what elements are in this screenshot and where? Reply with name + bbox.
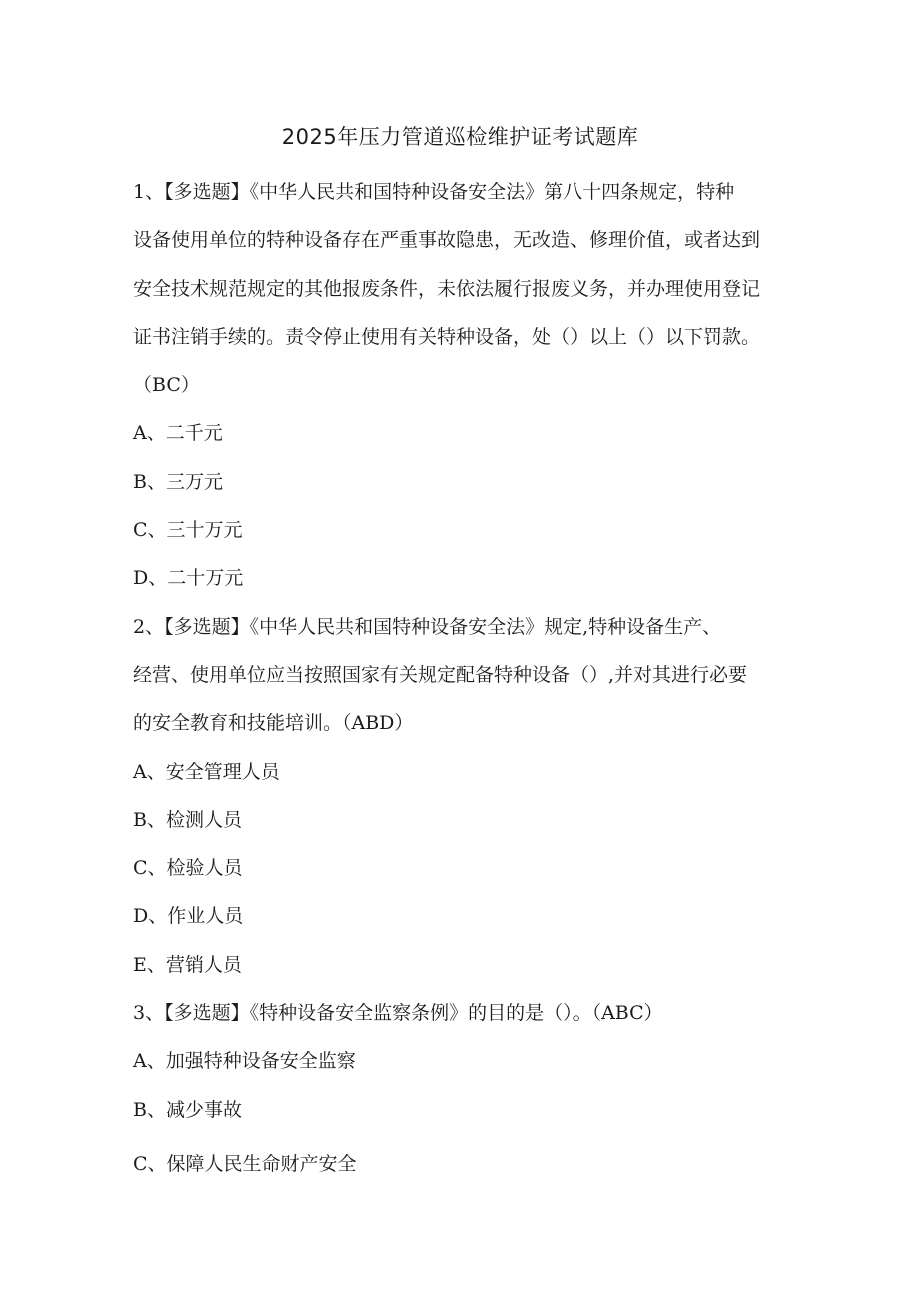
question-1-stem-line-4: 证书注销手续的。责令停止使用有关特种设备，处（）以上（）以下罚款。 bbox=[133, 325, 761, 348]
question-1-stem-line-3: 安全技术规范规定的其他报废条件，未依法履行报废义务，并办理使用登记 bbox=[133, 277, 761, 300]
question-1-option-a: A、二千元 bbox=[133, 422, 223, 445]
question-3 bbox=[133, 989, 793, 1188]
question-3-stem-line-1: 3、【多选题】《特种设备安全监察条例》的目的是（）。（ABC） bbox=[133, 1002, 663, 1025]
question-2-option-b: B、检测人员 bbox=[133, 808, 242, 831]
question-1-answer: （BC） bbox=[133, 374, 200, 397]
question-3-option-a: A、加强特种设备安全监察 bbox=[133, 1050, 356, 1073]
question-3-option-c: C、保障人民生命财产安全 bbox=[133, 1152, 357, 1175]
question-3-option-b: B、减少事故 bbox=[133, 1098, 242, 1121]
question-2-option-c: C、检验人员 bbox=[133, 857, 243, 880]
question-2 bbox=[133, 603, 793, 989]
question-1-option-c: C、三十万元 bbox=[133, 519, 243, 542]
question-1-option-d: D、二十万元 bbox=[133, 567, 244, 590]
question-1-stem-line-2: 设备使用单位的特种设备存在严重事故隐患，无改造、修理价值，或者达到 bbox=[133, 229, 761, 252]
question-1-stem-line-1: 1、【多选题】《中华人民共和国特种设备安全法》第八十四条规定，特种 bbox=[133, 181, 735, 203]
question-2-option-a: A、安全管理人员 bbox=[133, 760, 280, 783]
question-2-stem-line-2: 经营、使用单位应当按照国家有关规定配备特种设备（）,并对其进行必要 bbox=[133, 663, 748, 686]
question-2-stem-line-3: 的安全教育和技能培训。（ABD） bbox=[133, 712, 414, 735]
question-2-option-d: D、作业人员 bbox=[133, 905, 244, 928]
document-title: 2025年压力管道巡检维护证考试题库 bbox=[281, 125, 639, 149]
question-2-stem-line-1: 2、【多选题】《中华人民共和国特种设备安全法》规定,特种设备生产、 bbox=[133, 615, 722, 638]
question-1-option-b: B、三万元 bbox=[133, 470, 223, 493]
question-1 bbox=[133, 168, 793, 603]
question-list bbox=[133, 168, 793, 1188]
question-2-option-e: E、营销人员 bbox=[133, 953, 242, 976]
